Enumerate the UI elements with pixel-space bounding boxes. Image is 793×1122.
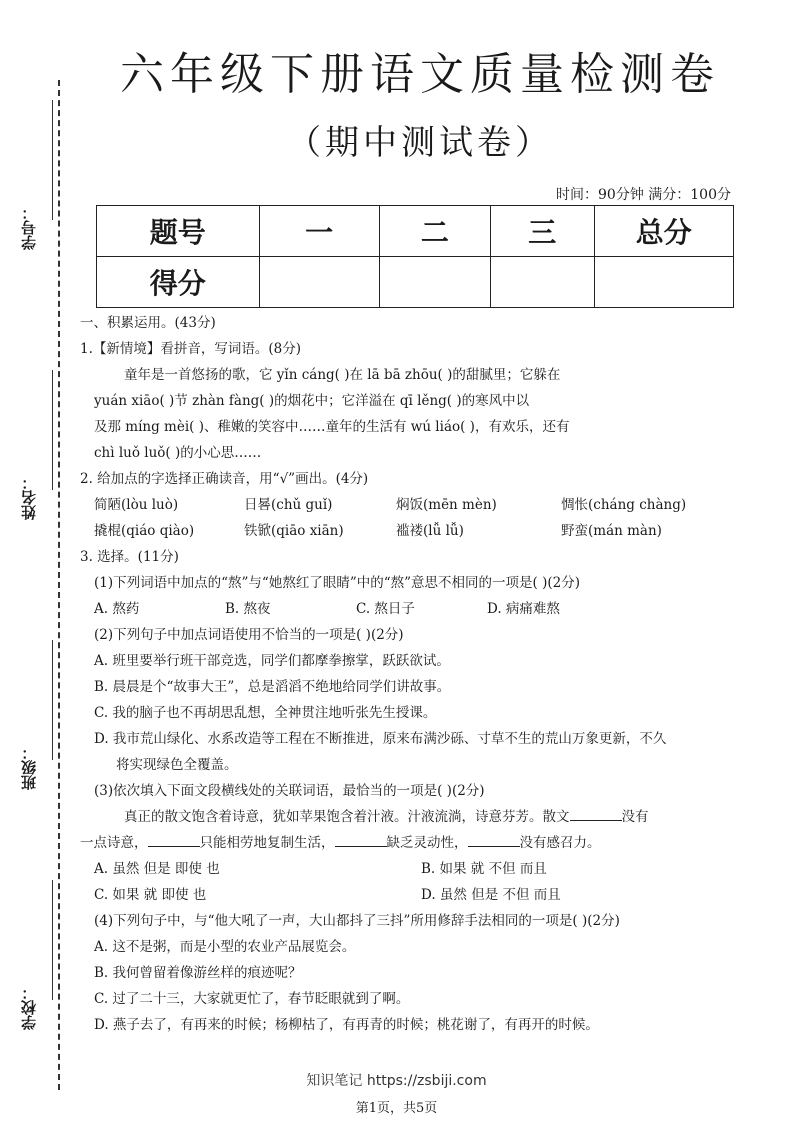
binding-margin bbox=[0, 0, 75, 1122]
choice-option-b[interactable]: B. 晨晨是个“故事大王”，总是滔滔不绝地给同学们讲故事。 bbox=[94, 679, 451, 695]
choice-option-a[interactable]: A. 虽然 但是 即使 也 bbox=[94, 861, 220, 877]
score-table bbox=[96, 205, 734, 308]
question-1-line: yuán xiāo( )节 zhàn fàng( )的烟花中；它洋溢在 qī lěng( )的寒风中以 bbox=[94, 393, 530, 409]
score-header-cell: 三 bbox=[490, 206, 594, 257]
fill-blank[interactable] bbox=[335, 830, 387, 847]
pinyin-choice[interactable]: 铁锨(qiāo xiān) bbox=[244, 523, 344, 539]
question-3-3-stem: (3)依次填入下面文段横线处的关联词语，最恰当的一项是( )(2分) bbox=[94, 783, 485, 799]
choice-option-a[interactable]: A. 熬药 bbox=[94, 601, 140, 617]
time-info: 时间：90分钟 满分：100分 bbox=[556, 187, 731, 203]
score-cell[interactable] bbox=[594, 257, 733, 308]
score-cell[interactable] bbox=[490, 257, 594, 308]
score-cell[interactable] bbox=[379, 257, 490, 308]
student-id-field[interactable] bbox=[18, 100, 58, 250]
student-id-label: 学号： bbox=[20, 205, 38, 250]
fill-blank[interactable] bbox=[148, 830, 200, 847]
choice-option-c[interactable]: C. 熬日子 bbox=[356, 601, 415, 617]
question-2-title: 2. 给加点的字选择正确读音，用“√”画出。(4分) bbox=[80, 471, 369, 487]
score-table-score-row bbox=[97, 257, 734, 308]
pinyin-choice[interactable]: 日晷(chǔ guǐ) bbox=[244, 497, 333, 513]
question-3-2-stem: (2)下列句子中加点词语使用不恰当的一项是( )(2分) bbox=[94, 627, 404, 643]
choice-option-b[interactable]: B. 我何曾留着像游丝样的痕迹呢？ bbox=[94, 965, 302, 981]
exam-content bbox=[80, 310, 748, 1038]
score-header-cell: 总分 bbox=[594, 206, 733, 257]
section-heading: 一、积累运用。(43分) bbox=[80, 315, 216, 331]
choice-option-b[interactable]: B. 如果 就 不但 而且 bbox=[421, 861, 547, 877]
choice-option-d-continued: 将实现绿色全覆盖。 bbox=[116, 757, 238, 773]
school-label: 学校： bbox=[20, 985, 38, 1030]
pinyin-choice[interactable]: 褴褛(lǚ lǚ) bbox=[396, 523, 464, 539]
question-3-1-stem: (1)下列词语中加点的“熬”与“她熬红了眼睛”中的“熬”意思不相同的一项是( )(2分) bbox=[94, 575, 580, 591]
question-3-title: 3. 选择。(11分) bbox=[80, 549, 179, 565]
question-1-title: 1.【新情境】看拼音，写词语。(8分) bbox=[80, 341, 302, 357]
name-field[interactable] bbox=[18, 370, 58, 520]
fill-blank[interactable] bbox=[570, 804, 622, 821]
choice-option-c[interactable]: C. 如果 就 即使 也 bbox=[94, 887, 207, 903]
question-2-row bbox=[80, 518, 748, 544]
choice-option-b[interactable]: B. 熬夜 bbox=[225, 601, 271, 617]
score-cell[interactable] bbox=[259, 257, 379, 308]
score-row-label: 得分 bbox=[97, 257, 260, 308]
choice-option-d[interactable]: D. 病痛难熬 bbox=[487, 601, 560, 617]
choice-option-a[interactable]: A. 这不是粥，而是小型的农业产品展览会。 bbox=[94, 939, 356, 955]
question-1-line: 童年是一首悠扬的歌，它 yǐn cáng( )在 lā bā zhōu( )的甜腻里；它躲在 bbox=[124, 367, 561, 383]
class-label: 班级： bbox=[20, 745, 38, 790]
page-title: 六年级下册语文质量检测卷 bbox=[120, 49, 720, 100]
name-label: 姓名： bbox=[20, 475, 38, 520]
question-3-3-passage: 真正的散文饱含着诗意，犹如苹果饱含着汁液。汁液流淌，诗意芬芳。散文 没有 bbox=[80, 804, 748, 830]
pinyin-choice[interactable]: 惆怅(cháng chàng) bbox=[561, 497, 687, 513]
question-1-line: 及那 míng mèi( )、稚嫩的笑容中……童年的生活有 wú liáo( )，有欢乐，还有 bbox=[94, 419, 570, 435]
pinyin-choice[interactable]: 撬棍(qiáo qiào) bbox=[94, 523, 195, 539]
question-3-1-options bbox=[80, 596, 748, 622]
pinyin-choice[interactable]: 焖饭(mēn mèn) bbox=[396, 497, 497, 513]
question-3-3-options bbox=[80, 856, 748, 882]
question-3-3-passage: 一点诗意， 只能相劳地复制生活， 缺乏灵动性， 没有感召力。 bbox=[80, 830, 748, 856]
pinyin-choice[interactable]: 野蛮(mán màn) bbox=[561, 523, 662, 539]
class-field[interactable] bbox=[18, 640, 58, 790]
score-header-cell: 二 bbox=[379, 206, 490, 257]
choice-option-d[interactable]: D. 燕子去了，有再来的时候；杨柳枯了，有再青的时候；桃花谢了，有再开的时候。 bbox=[94, 1017, 599, 1033]
question-3-3-options bbox=[80, 882, 748, 908]
question-1-line: chì luǒ luǒ( )的小心思…… bbox=[94, 445, 262, 461]
score-header-cell: 一 bbox=[259, 206, 379, 257]
footer-watermark: 知识笔记 https://zsbiji.com bbox=[306, 1073, 487, 1089]
score-header-cell: 题号 bbox=[97, 206, 260, 257]
choice-option-c[interactable]: C. 过了二十三，大家就更忙了，春节眨眼就到了啊。 bbox=[94, 991, 410, 1007]
question-2-row bbox=[80, 492, 748, 518]
choice-option-d[interactable]: D. 我市荒山绿化、水系改造等工程在不断推进，原来布满沙砾、寸草不生的荒山万象更新，不久 bbox=[94, 731, 667, 747]
choice-option-c[interactable]: C. 我的脑子也不再胡思乱想，全神贯注地听张先生授课。 bbox=[94, 705, 437, 721]
page-number: 第1页，共5页 bbox=[355, 1101, 438, 1116]
fill-blank[interactable] bbox=[468, 830, 520, 847]
choice-option-a[interactable]: A. 班里要举行班干部竞选，同学们都摩拳擦掌，跃跃欲试。 bbox=[94, 653, 450, 669]
page-subtitle: （期中测试卷） bbox=[287, 123, 553, 163]
cut-line bbox=[58, 80, 60, 1090]
choice-option-d[interactable]: D. 虽然 但是 不但 而且 bbox=[421, 887, 561, 903]
school-field[interactable] bbox=[18, 880, 58, 1030]
question-3-4-stem: (4)下列句子中，与“他大吼了一声，大山都抖了三抖”所用修辞手法相同的一项是( )(2分) bbox=[94, 913, 620, 929]
pinyin-choice[interactable]: 简陋(lòu luò) bbox=[94, 497, 179, 513]
score-table-header-row bbox=[97, 206, 734, 257]
